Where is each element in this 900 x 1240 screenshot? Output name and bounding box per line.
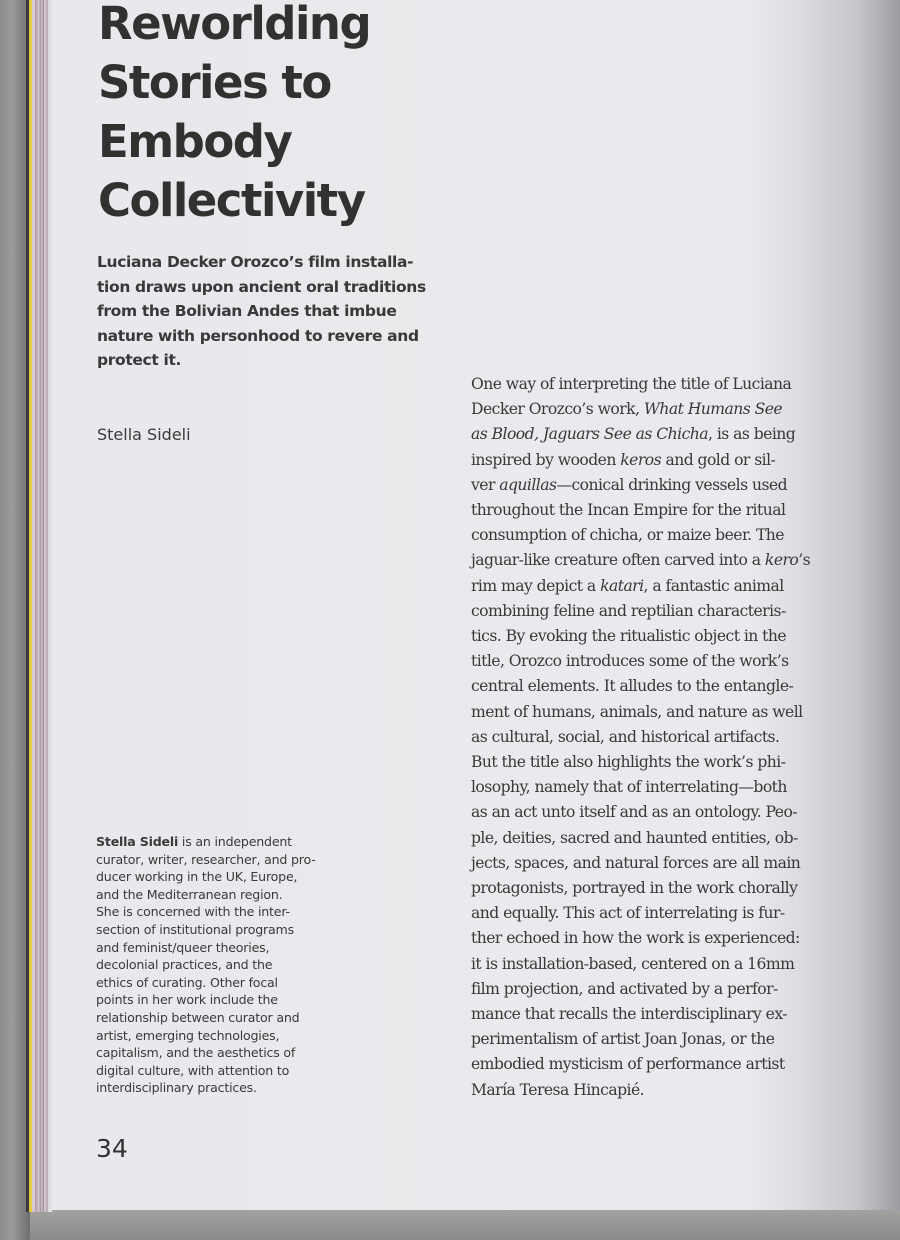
- dek-line: tion draws upon ancient oral traditions: [97, 277, 426, 296]
- body-line: as cultural, social, and historical artifacts.: [471, 727, 780, 746]
- title-line: Stories to: [98, 56, 331, 109]
- body-text: ’s: [798, 551, 811, 570]
- title-line: Embody: [98, 115, 292, 168]
- body-line: losophy, namely that of interrelating—both: [471, 778, 787, 797]
- bio-line: and feminist/queer theories,: [96, 939, 270, 955]
- scan-background: [0, 1210, 900, 1240]
- dek-line: protect it.: [97, 351, 182, 369]
- bio-text: is an independent: [178, 834, 292, 849]
- body-line: protagonists, portrayed in the work chorally: [471, 879, 798, 898]
- body-line: ment of humans, animals, and nature as well: [471, 702, 803, 721]
- body-line: [471, 448, 831, 473]
- bio-line: ducer working in the UK, Europe,: [96, 869, 298, 885]
- bio-line: and the Mediterranean region.: [96, 886, 283, 902]
- body-line: María Teresa Hincapié.: [471, 1080, 645, 1099]
- body-text: jaguar-like creature often carved into a: [471, 551, 765, 570]
- body-line: One way of interpreting the title of Luciana: [471, 375, 792, 393]
- body-line: But the title also highlights the work’s phi-: [471, 753, 786, 772]
- dek-line: from the Bolivian Andes that imbue: [97, 302, 397, 320]
- body-line: and equally. This act of interrelating is fur-: [471, 904, 785, 923]
- dek-line: nature with personhood to revere and: [97, 326, 419, 345]
- body-line: central elements. It alludes to the entangle-: [471, 677, 794, 696]
- body-line: perimentalism of artist Joan Jonas, or the: [471, 1030, 775, 1049]
- title-line: Collectivity: [98, 174, 365, 227]
- bio-line: relationship between curator and: [96, 1009, 300, 1025]
- work-title-italic: as Blood, Jaguars See as Chicha: [471, 425, 708, 444]
- body-line: embodied mysticism of performance artist: [471, 1055, 785, 1074]
- article-body: [471, 372, 831, 1103]
- bio-line: [96, 833, 346, 851]
- article-title: [98, 0, 370, 230]
- dek-line: Luciana Decker Orozco’s film installa-: [97, 253, 414, 271]
- body-line: jects, spaces, and natural forces are all main: [471, 853, 801, 872]
- body-line: [471, 422, 831, 447]
- bio-line: She is concerned with the inter-: [96, 904, 290, 920]
- article-dek: [97, 250, 449, 373]
- work-title-italic: What Humans See: [643, 400, 783, 419]
- term-italic: katari: [600, 576, 644, 595]
- body-text: Decker Orozco’s work,: [471, 400, 644, 419]
- body-line: [471, 574, 831, 599]
- term-italic: keros: [620, 450, 662, 469]
- body-text: , is as being: [708, 425, 796, 444]
- body-line: as an act unto itself and as an ontology. Peo-: [471, 803, 798, 822]
- bio-line: artist, emerging technologies,: [96, 1027, 280, 1043]
- page-number: 34: [96, 1134, 128, 1163]
- body-line: [471, 548, 831, 573]
- bio-author-name: Stella Sideli: [96, 834, 179, 849]
- body-text: inspired by wooden: [471, 450, 621, 469]
- bio-line: decolonial practices, and the: [96, 957, 273, 973]
- bio-line: capitalism, and the aesthetics of: [96, 1045, 296, 1061]
- body-line: tics. By evoking the ritualistic object in the: [471, 627, 787, 646]
- bio-line: curator, writer, researcher, and pro-: [96, 851, 316, 867]
- body-line: it is installation-based, centered on a 16mm: [471, 954, 795, 973]
- body-line: consumption of chicha, or maize beer. The: [471, 526, 784, 545]
- body-line: ple, deities, sacred and haunted entities, ob-: [471, 828, 798, 847]
- body-line: ther echoed in how the work is experienced:: [471, 929, 800, 948]
- body-line: throughout the Incan Empire for the ritual: [471, 501, 786, 520]
- bio-line: ethics of curating. Other focal: [96, 974, 278, 990]
- author-bio: [96, 833, 346, 1097]
- bio-line: points in her work include the: [96, 992, 278, 1008]
- body-line: combining feline and reptilian characteris-: [471, 601, 786, 620]
- term-italic: aquillas: [499, 475, 557, 494]
- bio-line: interdisciplinary practices.: [96, 1080, 257, 1096]
- title-line: Reworlding: [98, 0, 371, 50]
- body-text: —conical drinking vessels used: [556, 475, 788, 494]
- term-italic: kero: [764, 551, 799, 570]
- body-line: [471, 473, 831, 498]
- body-line: title, Orozco introduces some of the work’s: [471, 652, 789, 671]
- body-line: mance that recalls the interdisciplinary ex-: [471, 1005, 788, 1024]
- bio-line: digital culture, with attention to: [96, 1062, 290, 1078]
- body-line: [471, 397, 831, 422]
- body-text: ver: [471, 475, 500, 494]
- bio-line: section of institutional programs: [96, 921, 294, 937]
- author-byline: Stella Sideli: [97, 425, 191, 444]
- body-line: film projection, and activated by a perfor-: [471, 979, 778, 998]
- body-text: and gold or sil-: [661, 450, 776, 469]
- body-text: , a fantastic animal: [643, 576, 784, 595]
- page-edges: [26, 0, 52, 1212]
- body-text: rim may depict a: [471, 576, 601, 595]
